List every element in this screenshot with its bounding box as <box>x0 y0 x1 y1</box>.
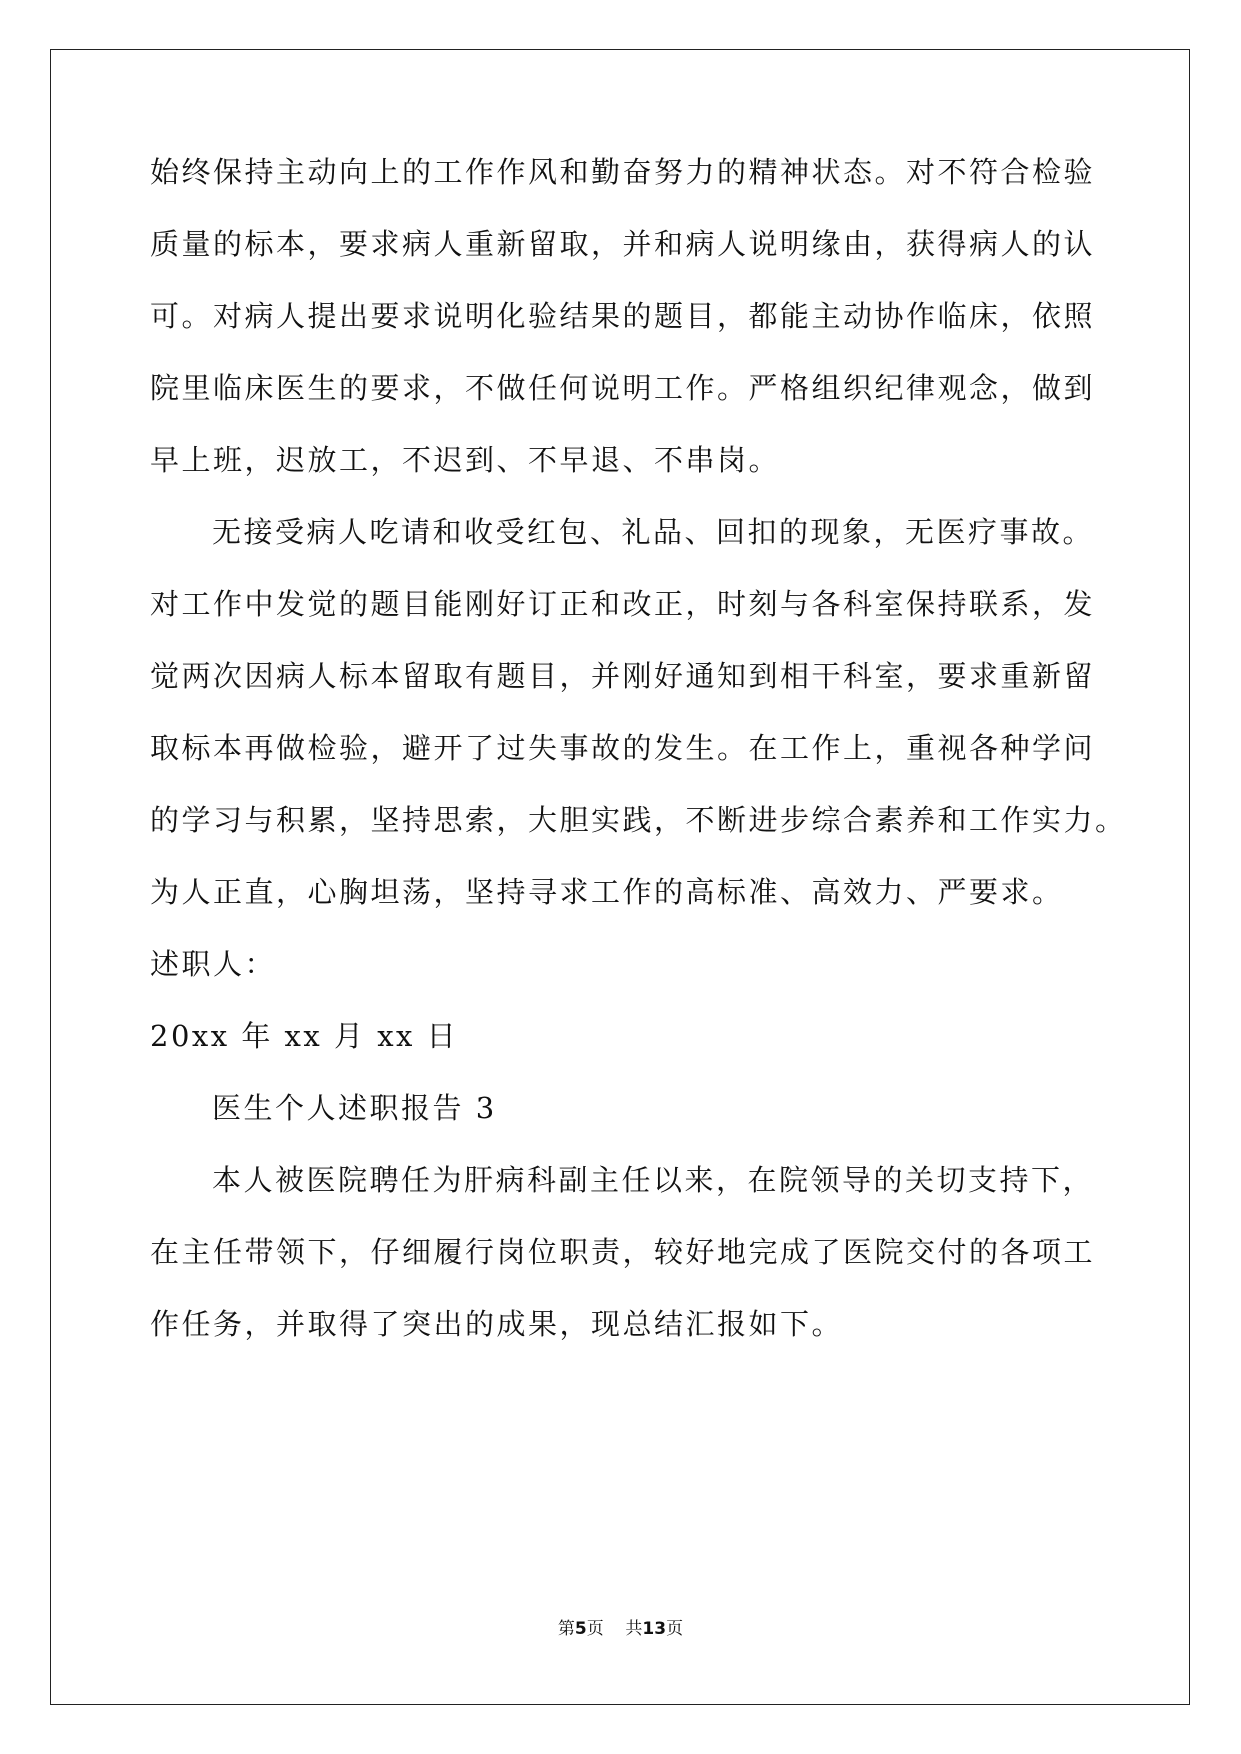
body-text-line: 院里临床医生的要求，不做任何说明工作。严格组织纪律观念，做到 <box>150 371 1096 405</box>
body-text-line: 为人正直，心胸坦荡，坚持寻求工作的高标准、高效力、严要求。 <box>150 875 1064 909</box>
body-text-line: 作任务，并取得了突出的成果，现总结汇报如下。 <box>150 1307 844 1341</box>
body-text-line: 取标本再做检验，避开了过失事故的发生。在工作上，重视各种学问 <box>150 731 1096 765</box>
total-prefix: 共 <box>625 1619 643 1639</box>
body-text-line: 在主任带领下，仔细履行岗位职责，较好地完成了医院交付的各项工 <box>150 1235 1096 1269</box>
date-line: 20xx 年 xx 月 xx 日 <box>150 1019 459 1053</box>
page-prefix: 第 <box>557 1619 575 1639</box>
body-text-line: 的学习与积累，坚持思索，大胆实践，不断进步综合素养和工作实力。 <box>150 803 1127 837</box>
page-number: 5 <box>574 1619 587 1639</box>
paragraph-first-line: 本人被医院聘任为肝病科副主任以来，在院领导的关切支持下， <box>212 1163 1095 1197</box>
body-text-line: 始终保持主动向上的工作作风和勤奋努力的精神状态。对不符合检验 <box>150 155 1096 189</box>
total-suffix: 页 <box>666 1619 684 1639</box>
body-text-line: 早上班，迟放工，不迟到、不早退、不串岗。 <box>150 443 781 477</box>
page-footer <box>0 1618 1241 1640</box>
body-text-line: 觉两次因病人标本留取有题目，并刚好通知到相干科室，要求重新留 <box>150 659 1096 693</box>
body-text-line: 可。对病人提出要求说明化验结果的题目，都能主动协作临床，依照 <box>150 299 1096 333</box>
paragraph-first-line: 无接受病人吃请和收受红包、礼品、回扣的现象，无医疗事故。 <box>212 515 1095 549</box>
section-heading: 医生个人述职报告 3 <box>212 1091 497 1125</box>
signature-label: 述职人： <box>150 947 277 981</box>
total-pages: 13 <box>642 1619 667 1639</box>
body-text-line: 质量的标本，要求病人重新留取，并和病人说明缘由，获得病人的认 <box>150 227 1096 261</box>
page-suffix: 页 <box>586 1619 604 1639</box>
body-text-line: 对工作中发觉的题目能刚好订正和改正，时刻与各科室保持联系，发 <box>150 587 1096 621</box>
